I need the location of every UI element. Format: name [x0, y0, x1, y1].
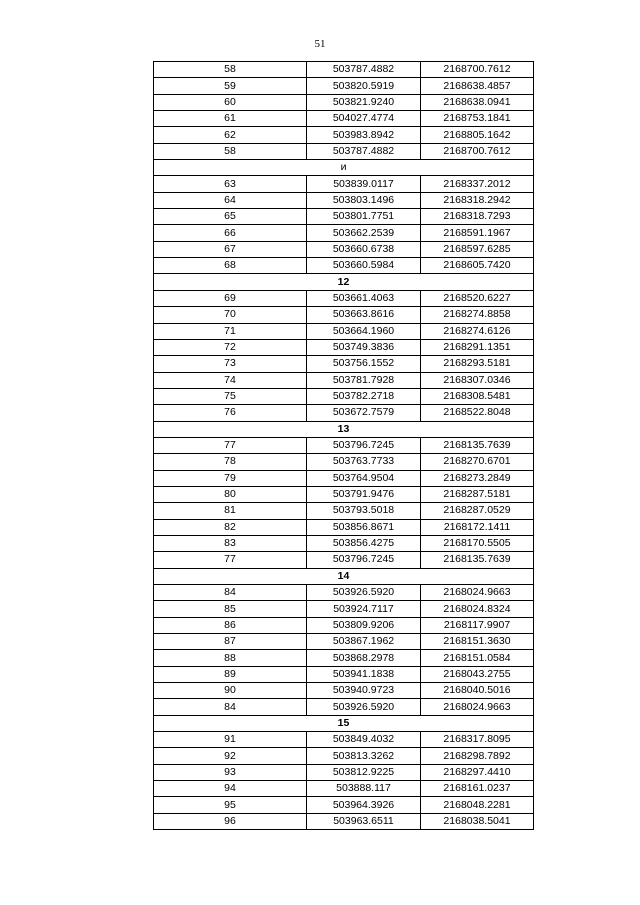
table-row — [154, 535, 534, 551]
x-coordinate-cell: 503664.1960 — [307, 323, 421, 339]
y-coordinate-cell: 2168298.7892 — [421, 748, 534, 764]
table-row — [154, 650, 534, 666]
y-coordinate-cell: 2168273.2849 — [421, 470, 534, 486]
coordinates-table — [153, 61, 534, 830]
point-number-cell: 92 — [154, 748, 307, 764]
table-row — [154, 813, 534, 829]
table-row — [154, 290, 534, 306]
table-row — [154, 503, 534, 519]
table-row — [154, 94, 534, 110]
y-coordinate-cell: 2168318.7293 — [421, 209, 534, 225]
x-coordinate-cell: 503849.4032 — [307, 732, 421, 748]
table-row — [154, 666, 534, 682]
table-row — [154, 143, 534, 159]
table-row — [154, 225, 534, 241]
x-coordinate-cell: 503963.6511 — [307, 813, 421, 829]
table-row — [154, 127, 534, 143]
x-coordinate-cell: 504027.4774 — [307, 111, 421, 127]
table-row — [154, 748, 534, 764]
table-row — [154, 323, 534, 339]
y-coordinate-cell: 2168638.4857 — [421, 78, 534, 94]
point-number-cell: 58 — [154, 143, 307, 159]
point-number-cell: 91 — [154, 732, 307, 748]
x-coordinate-cell: 503964.3926 — [307, 797, 421, 813]
point-number-cell: 62 — [154, 127, 307, 143]
point-number-cell: 72 — [154, 339, 307, 355]
table-row — [154, 683, 534, 699]
x-coordinate-cell: 503820.5919 — [307, 78, 421, 94]
point-number-cell: 60 — [154, 94, 307, 110]
point-number-cell: 89 — [154, 666, 307, 682]
table-row — [154, 356, 534, 372]
point-number-cell: 84 — [154, 585, 307, 601]
table-row — [154, 372, 534, 388]
x-coordinate-cell: 503796.7245 — [307, 437, 421, 453]
table-row — [154, 699, 534, 715]
table-row — [154, 585, 534, 601]
table-row — [154, 241, 534, 257]
table-row — [154, 454, 534, 470]
x-coordinate-cell: 503803.1496 — [307, 192, 421, 208]
group-header-row — [154, 160, 534, 176]
point-number-cell: 80 — [154, 486, 307, 502]
x-coordinate-cell: 503764.9504 — [307, 470, 421, 486]
group-label: 12 — [154, 274, 534, 290]
point-number-cell: 58 — [154, 62, 307, 78]
table-row — [154, 470, 534, 486]
table-row — [154, 797, 534, 813]
table-row — [154, 732, 534, 748]
point-number-cell: 95 — [154, 797, 307, 813]
y-coordinate-cell: 2168308.5481 — [421, 388, 534, 404]
x-coordinate-cell: 503756.1552 — [307, 356, 421, 372]
y-coordinate-cell: 2168274.6126 — [421, 323, 534, 339]
y-coordinate-cell: 2168270.6701 — [421, 454, 534, 470]
y-coordinate-cell: 2168170.5505 — [421, 535, 534, 551]
point-number-cell: 75 — [154, 388, 307, 404]
y-coordinate-cell: 2168274.8858 — [421, 307, 534, 323]
y-coordinate-cell: 2168297.4410 — [421, 764, 534, 780]
group-header-row — [154, 274, 534, 290]
x-coordinate-cell: 503661.4063 — [307, 290, 421, 306]
group-header-row — [154, 568, 534, 584]
x-coordinate-cell: 503941.1838 — [307, 666, 421, 682]
table-row — [154, 111, 534, 127]
point-number-cell: 79 — [154, 470, 307, 486]
point-number-cell: 90 — [154, 683, 307, 699]
table-row — [154, 339, 534, 355]
x-coordinate-cell: 503787.4882 — [307, 62, 421, 78]
point-number-cell: 85 — [154, 601, 307, 617]
y-coordinate-cell: 2168638.0941 — [421, 94, 534, 110]
x-coordinate-cell: 503660.5984 — [307, 258, 421, 274]
x-coordinate-cell: 503856.8671 — [307, 519, 421, 535]
point-number-cell: 67 — [154, 241, 307, 257]
table-row — [154, 617, 534, 633]
point-number-cell: 74 — [154, 372, 307, 388]
table-row — [154, 307, 534, 323]
x-coordinate-cell: 503796.7245 — [307, 552, 421, 568]
x-coordinate-cell: 503924.7117 — [307, 601, 421, 617]
y-coordinate-cell: 2168307.0346 — [421, 372, 534, 388]
x-coordinate-cell: 503821.9240 — [307, 94, 421, 110]
table-row — [154, 258, 534, 274]
x-coordinate-cell: 503782.2718 — [307, 388, 421, 404]
point-number-cell: 77 — [154, 437, 307, 453]
table-row — [154, 78, 534, 94]
group-label: 14 — [154, 568, 534, 584]
point-number-cell: 63 — [154, 176, 307, 192]
point-number-cell: 77 — [154, 552, 307, 568]
table-row — [154, 209, 534, 225]
table-row — [154, 192, 534, 208]
x-coordinate-cell: 503660.6738 — [307, 241, 421, 257]
point-number-cell: 66 — [154, 225, 307, 241]
x-coordinate-cell: 503812.9225 — [307, 764, 421, 780]
x-coordinate-cell: 503926.5920 — [307, 585, 421, 601]
table-row — [154, 552, 534, 568]
point-number-cell: 84 — [154, 699, 307, 715]
y-coordinate-cell: 2168151.0584 — [421, 650, 534, 666]
y-coordinate-cell: 2168318.2942 — [421, 192, 534, 208]
table-row — [154, 781, 534, 797]
y-coordinate-cell: 2168700.7612 — [421, 62, 534, 78]
x-coordinate-cell: 503763.7733 — [307, 454, 421, 470]
x-coordinate-cell: 503839.0117 — [307, 176, 421, 192]
group-header-row — [154, 421, 534, 437]
y-coordinate-cell: 2168520.6227 — [421, 290, 534, 306]
y-coordinate-cell: 2168117.9907 — [421, 617, 534, 633]
group-label: 15 — [154, 715, 534, 731]
table-row — [154, 176, 534, 192]
x-coordinate-cell: 503940.9723 — [307, 683, 421, 699]
point-number-cell: 61 — [154, 111, 307, 127]
y-coordinate-cell: 2168293.5181 — [421, 356, 534, 372]
table-row — [154, 405, 534, 421]
y-coordinate-cell: 2168291.1351 — [421, 339, 534, 355]
table-row — [154, 764, 534, 780]
point-number-cell: 96 — [154, 813, 307, 829]
y-coordinate-cell: 2168151.3630 — [421, 634, 534, 650]
y-coordinate-cell: 2168700.7612 — [421, 143, 534, 159]
x-coordinate-cell: 503793.5018 — [307, 503, 421, 519]
point-number-cell: 64 — [154, 192, 307, 208]
point-number-cell: 83 — [154, 535, 307, 551]
x-coordinate-cell: 503983.8942 — [307, 127, 421, 143]
group-label: 13 — [154, 421, 534, 437]
y-coordinate-cell: 2168043.2755 — [421, 666, 534, 682]
y-coordinate-cell: 2168024.9663 — [421, 585, 534, 601]
x-coordinate-cell: 503672.7579 — [307, 405, 421, 421]
y-coordinate-cell: 2168040.5016 — [421, 683, 534, 699]
table-row — [154, 486, 534, 502]
y-coordinate-cell: 2168287.5181 — [421, 486, 534, 502]
y-coordinate-cell: 2168161.0237 — [421, 781, 534, 797]
y-coordinate-cell: 2168135.7639 — [421, 437, 534, 453]
x-coordinate-cell: 503867.1962 — [307, 634, 421, 650]
x-coordinate-cell: 503868.2978 — [307, 650, 421, 666]
x-coordinate-cell: 503781.7928 — [307, 372, 421, 388]
point-number-cell: 88 — [154, 650, 307, 666]
point-number-cell: 87 — [154, 634, 307, 650]
point-number-cell: 71 — [154, 323, 307, 339]
point-number-cell: 94 — [154, 781, 307, 797]
y-coordinate-cell: 2168597.6285 — [421, 241, 534, 257]
coordinates-table-body — [154, 62, 534, 830]
y-coordinate-cell: 2168522.8048 — [421, 405, 534, 421]
point-number-cell: 76 — [154, 405, 307, 421]
y-coordinate-cell: 2168591.1967 — [421, 225, 534, 241]
y-coordinate-cell: 2168753.1841 — [421, 111, 534, 127]
y-coordinate-cell: 2168605.7420 — [421, 258, 534, 274]
y-coordinate-cell: 2168172.1411 — [421, 519, 534, 535]
x-coordinate-cell: 503926.5920 — [307, 699, 421, 715]
point-number-cell: 86 — [154, 617, 307, 633]
table-row — [154, 388, 534, 404]
point-number-cell: 65 — [154, 209, 307, 225]
table-row — [154, 634, 534, 650]
table-row — [154, 601, 534, 617]
y-coordinate-cell: 2168337.2012 — [421, 176, 534, 192]
table-row — [154, 62, 534, 78]
y-coordinate-cell: 2168135.7639 — [421, 552, 534, 568]
x-coordinate-cell: 503813.3262 — [307, 748, 421, 764]
table-row — [154, 519, 534, 535]
x-coordinate-cell: 503787.4882 — [307, 143, 421, 159]
y-coordinate-cell: 2168287.0529 — [421, 503, 534, 519]
x-coordinate-cell: 503791.9476 — [307, 486, 421, 502]
point-number-cell: 59 — [154, 78, 307, 94]
point-number-cell: 73 — [154, 356, 307, 372]
point-number-cell: 78 — [154, 454, 307, 470]
y-coordinate-cell: 2168024.9663 — [421, 699, 534, 715]
point-number-cell: 82 — [154, 519, 307, 535]
x-coordinate-cell: 503663.8616 — [307, 307, 421, 323]
point-number-cell: 81 — [154, 503, 307, 519]
y-coordinate-cell: 2168024.8324 — [421, 601, 534, 617]
y-coordinate-cell: 2168048.2281 — [421, 797, 534, 813]
group-header-row — [154, 715, 534, 731]
group-label: и — [154, 160, 534, 176]
x-coordinate-cell: 503856.4275 — [307, 535, 421, 551]
page-number: 51 — [314, 38, 326, 50]
point-number-cell: 69 — [154, 290, 307, 306]
y-coordinate-cell: 2168038.5041 — [421, 813, 534, 829]
point-number-cell: 93 — [154, 764, 307, 780]
x-coordinate-cell: 503801.7751 — [307, 209, 421, 225]
x-coordinate-cell: 503809.9206 — [307, 617, 421, 633]
y-coordinate-cell: 2168317.8095 — [421, 732, 534, 748]
x-coordinate-cell: 503749.3836 — [307, 339, 421, 355]
point-number-cell: 68 — [154, 258, 307, 274]
table-row — [154, 437, 534, 453]
y-coordinate-cell: 2168805.1642 — [421, 127, 534, 143]
x-coordinate-cell: 503662.2539 — [307, 225, 421, 241]
x-coordinate-cell: 503888.117 — [307, 781, 421, 797]
point-number-cell: 70 — [154, 307, 307, 323]
